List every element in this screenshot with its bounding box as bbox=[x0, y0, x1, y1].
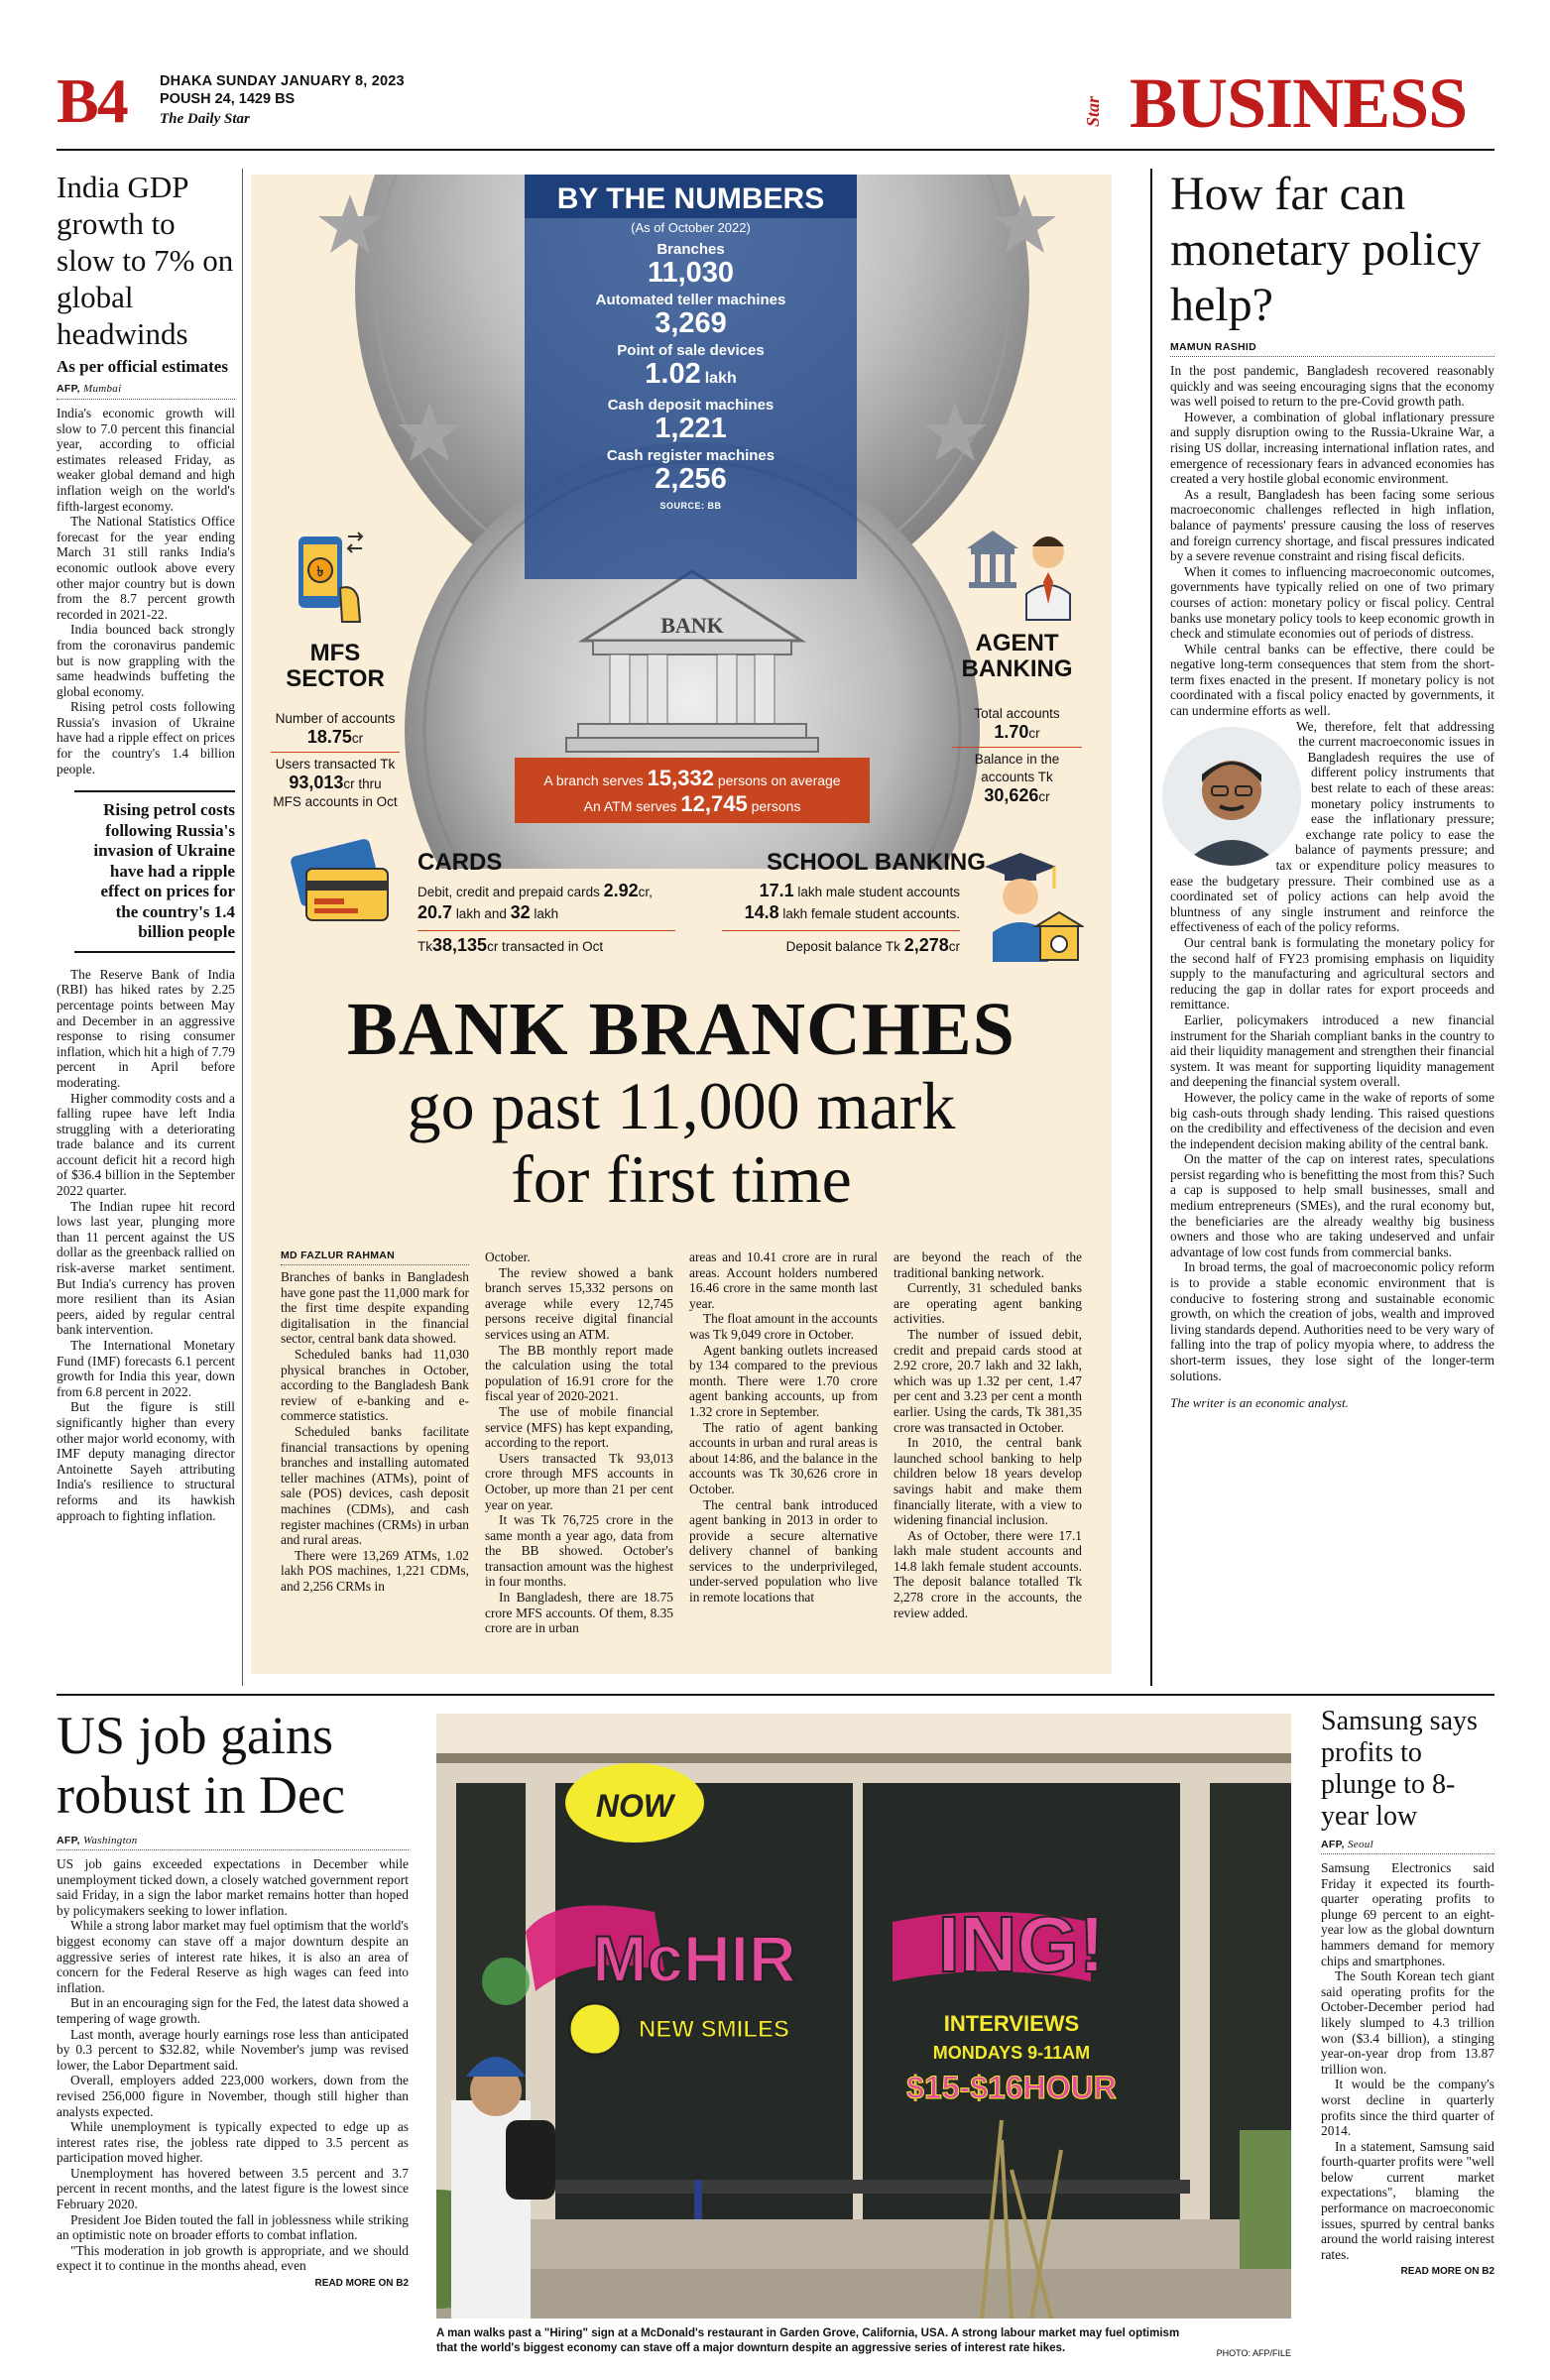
paragraph: The ratio of agent banking accounts in urban and rural areas is about 14:86, and the balance in the accounts was Tk 30,626 crore in October. bbox=[689, 1419, 878, 1496]
us-jobs-article bbox=[57, 1706, 409, 2289]
samsung-article bbox=[1321, 1706, 1494, 2277]
us-jobs-body bbox=[57, 1856, 409, 2274]
masthead bbox=[57, 63, 1494, 147]
india-pullquote: Rising petrol costs following Russia's invasion of Ukraine have had a ripple effect on prices for the country's 1.4 billion people bbox=[74, 790, 235, 953]
mobile-money-icon bbox=[291, 527, 370, 626]
agent-banking-stats: Total accounts 1.70cr Balance in the accounts Tk 30,626cr bbox=[930, 705, 1104, 806]
paragraph: The South Korean tech giant said operating profits for the October-December period had likely slumped to 4.3 trillion won ($3.4 billion), a stinging year-on-year drop from 13.87 trillion won. bbox=[1321, 1968, 1494, 2077]
paragraph: While unemployment is typically expected to edge up as interest rates rise, the jobless rate dipped to 3.5 percent as participation moved higher. bbox=[57, 2119, 409, 2166]
school-banking-title: SCHOOL BANKING bbox=[767, 849, 986, 876]
mfs-title: MFS SECTOR bbox=[286, 640, 385, 692]
section-rule bbox=[57, 1694, 1494, 1696]
storefront-photo bbox=[436, 1714, 1291, 2319]
numbers-title: BY THE NUMBERS bbox=[525, 175, 857, 218]
bank-headline-line3: for first time bbox=[511, 1141, 852, 1217]
paragraph: We, therefore, felt that addressing the current macroeconomic issues in Bangladesh requires the use of different policy instruments that best relate to each of these areas: monetary policy instruments to ease the inflationary pressure; exchange rate policy to ease the balance of payments pressure; and tax or expenditure policy measures to ease the budgetary pressure. Their combined use as a coordinated set of policy actions can help avoid the bluntness of any single instrument and reinforce the effectiveness of each of the policy reforms. bbox=[1170, 718, 1494, 935]
student-icon bbox=[975, 845, 1084, 964]
masthead-rule bbox=[57, 149, 1494, 151]
sign-ing: ING! bbox=[937, 1900, 1106, 1988]
stat-label: Branches bbox=[656, 241, 725, 258]
paragraph: But in an encouraging sign for the Fed, the latest data showed a tempering of wage growth. bbox=[57, 1995, 409, 2026]
monetary-body-2 bbox=[1170, 935, 1494, 1383]
bank-body-col-3 bbox=[689, 1250, 878, 1606]
paragraph: When it comes to influencing macroeconomic outcomes, governments have typically relied on one of two primary courses of action: monetary policy or fiscal policy. Central banks use monetary policy tools to keep economic growth in check and stimulate economies out of periods of distress. bbox=[1170, 563, 1494, 642]
monetary-article bbox=[1170, 167, 1494, 1411]
us-jobs-headline: US job gains robust in Dec bbox=[57, 1706, 345, 1825]
paragraph: The review showed a bank branch serves 15,332 persons on average while every 12,745 persons receive digital financial services using an ATM. bbox=[485, 1264, 673, 1342]
column-divider bbox=[1150, 169, 1152, 1686]
paragraph: Rising petrol costs following Russia's invasion of Ukraine have had a ripple effect on prices for the country's 1.4 billion people. bbox=[57, 699, 235, 776]
paragraph: The use of mobile financial service (MFS) has kept expanding, according to the report. bbox=[485, 1403, 673, 1451]
stat-item bbox=[525, 447, 857, 495]
coverage-band: A branch serves 15,332 persons on average An ATM serves 12,745 persons bbox=[515, 758, 870, 823]
agent-banker-icon bbox=[963, 517, 1082, 626]
writer-note: The writer is an economic analyst. bbox=[1170, 1395, 1349, 1411]
stat-value: 3,269 bbox=[655, 307, 727, 339]
cards-icon bbox=[289, 839, 398, 928]
paragraph: On the matter of the cap on interest rates, speculations persist regarding who is benefitting the most from this? Such a cap is supposed to help small businesses, small and medium entrepreneurs (SMEs), and the rural economy but, the beneficiaries are the already wealthy big business owners and those who are taking undeserved and unfair advantage of low cost funds from commercial banks. bbox=[1170, 1151, 1494, 1259]
paragraph: Unemployment has hovered between 3.5 percent and 3.7 percent in recent months, and the latest figure is the lowest since February 2020. bbox=[57, 2165, 409, 2212]
svg-text:৳: ৳ bbox=[316, 563, 324, 579]
cards-title: CARDS bbox=[417, 849, 503, 876]
paragraph: Scheduled banks facilitate financial transactions by opening branches and installing automated teller machines (ATMs), point of sale (POS) devices, cash deposit machines (CDMs), and cash register machines (CRMs) in urban and rural areas. bbox=[281, 1423, 469, 1548]
dateline: DHAKA SUNDAY JANUARY 8, 2023 bbox=[160, 73, 405, 89]
agent-banking-title: AGENT BANKING bbox=[961, 630, 1073, 682]
paragraph: The Indian rupee hit record lows last year, plunging more than 11 percent against the US dollar as the greenback rallied on risk-averse market sentiment. But India's currency has proven more resilient than its Asian peers, aided by regular central bank intervention. bbox=[57, 1198, 235, 1338]
paragraph: There were 13,269 ATMs, 1.02 lakh POS machines, 1,221 CDMs, and 2,256 CRMs in bbox=[281, 1547, 469, 1594]
india-byline: AFP, Mumbai bbox=[57, 383, 235, 400]
author-photo bbox=[1162, 727, 1301, 866]
photo-credit: PHOTO: AFP/FILE bbox=[1216, 2348, 1291, 2358]
coin-bank-text: BANK bbox=[660, 613, 724, 638]
paragraph: While central banks can be effective, there could be negative long-term consequences that stem from the short-term fixes enacted in the present. If monetary policy is not coordinated with a fiscal policy enacted by governments, it can undermine efforts as well. bbox=[1170, 641, 1494, 719]
paragraph: US job gains exceeded expectations in December while unemployment ticked down, a closely watched government report said Friday, in a sign the labor market remains hotter than hoped by policymakers seeking to lower inflation. bbox=[57, 1856, 409, 1918]
paragraph: The float amount in the accounts was Tk 9,049 crore in October. bbox=[689, 1311, 878, 1342]
paragraph: Currently, 31 scheduled banks are operating agent banking activities. bbox=[894, 1280, 1082, 1327]
paragraph: Last month, average hourly earnings rose less than anticipated by 0.3 percent to $32.82, while November's jump was revised lower, the Labor Department said. bbox=[57, 2026, 409, 2073]
samsung-headline: Samsung says profits to plunge to 8-year low bbox=[1321, 1706, 1478, 1832]
paragraph: In 2010, the central bank launched school banking to help children below 18 years develop savings habit and make them financially literate, with a view to widening financial inclusion. bbox=[894, 1435, 1082, 1528]
paragraph: As of October, there were 17.1 lakh male student accounts and 14.8 lakh female student accounts. The deposit balance totalled Tk 2,278 crore in the accounts, the review added. bbox=[894, 1527, 1082, 1620]
paragraph: are beyond the reach of the traditional banking network. bbox=[894, 1250, 1082, 1280]
paragraph: The Reserve Bank of India (RBI) has hiked rates by 2.25 percentage points between May and December in an aggressive response to rising consumer inflation, which hit a high of 7.79 percent in April before moderating. bbox=[57, 966, 236, 1090]
author-portrait-icon bbox=[1162, 727, 1301, 866]
cards-stats: Debit, credit and prepaid cards 2.92cr, 20.7 lakh and 32 lakh Tk38,135cr transacted in Oct bbox=[417, 881, 675, 957]
paragraph: India bounced back strongly from the coronavirus pandemic but is now grappling with the same headwinds buffeting the global economy. bbox=[57, 622, 235, 699]
stat-value: 1.02 lakh bbox=[645, 358, 737, 390]
paragraph: The number of issued debit, credit and prepaid cards stood at 2.92 crore, 20.7 lakh and 32 lakh, which was up 1.32 per cent, 1.47 per cent and 3.23 per cent a month earlier. Using the cards, Tk 381,35 crore was transacted in October. bbox=[894, 1326, 1082, 1435]
india-subhead: As per official estimates bbox=[57, 357, 228, 376]
paragraph: However, the policy came in the wake of reports of some big cash-outs through shady lending. This raised questions on the credibility and effectiveness of the decision and even the independent decision making ability of the central bank. bbox=[1170, 1089, 1494, 1151]
sign-mondays: MONDAYS 9-11AM bbox=[932, 2043, 1091, 2063]
paragraph: It would be the company's worst decline in quarterly profits since the third quarter of 2014. bbox=[1321, 2077, 1494, 2139]
photo-caption: A man walks past a "Hiring" sign at a McDonald's restaurant in Garden Grove, California, USA. A strong labour market may fuel optimism that the world's biggest economy can stave off a major downturn despite an aggressive series of interest rate hikes. bbox=[436, 2327, 1180, 2354]
paragraph: The BB monthly report made the calculation using the total population of 16.91 crore for the fiscal year of 2020-2021. bbox=[485, 1342, 673, 1404]
paragraph: Samsung Electronics said Friday it expected its fourth-quarter operating profits to plunge 69 percent to an eight-year low as the global downturn hammers demand for memory chips and smartphones. bbox=[1321, 1860, 1494, 1968]
paragraph: The National Statistics Office forecast for the year ending March 31 still ranks India's economic outlook above every other major country but is down from the 8.7 percent growth recorded in 2021-22. bbox=[57, 514, 235, 622]
paragraph: Overall, employers added 223,000 workers, down from the revised 256,000 figure in November, though still higher than analysts expected. bbox=[57, 2073, 409, 2119]
bank-body-col-4 bbox=[894, 1250, 1082, 1620]
monetary-body bbox=[1170, 363, 1494, 719]
dateline-bs: POUSH 24, 1429 BS bbox=[160, 91, 296, 107]
read-more-link[interactable]: READ MORE ON B2 bbox=[314, 2278, 409, 2290]
stat-value: 2,256 bbox=[655, 463, 727, 495]
star-logo: Star bbox=[1083, 95, 1103, 127]
paragraph: In broad terms, the goal of macroeconomic policy reform is to provide a stable economic environment that is conducive to fostering strong and sustainable economic growth, on which the creation of jobs, wealth and improved living standards depend. Authorities need to be very wary of falling into the trap of policy myopia where, to address the short-term issues, they lose sight of the longer-term solutions. bbox=[1170, 1259, 1494, 1383]
read-more-link[interactable]: READ MORE ON B2 bbox=[1400, 2266, 1494, 2278]
us-jobs-byline: AFP, Washington bbox=[57, 1835, 409, 1850]
stat-value: 11,030 bbox=[647, 257, 735, 289]
paragraph: India's economic growth will slow to 7.0 percent this financial year, according to official estimates released Friday, as weaker global demand and high inflation weigh on the world's fifth-largest economy. bbox=[57, 406, 235, 514]
paragraph: Agent banking outlets increased by 134 compared to the previous month. There were 1.70 crore agent banking accounts, up from 1.32 crore in September. bbox=[689, 1342, 878, 1419]
paragraph: Scheduled banks had 11,030 physical branches in October, according to the Bangladesh Bank review of e-banking and e-commerce statistics. bbox=[281, 1346, 469, 1424]
paragraph: Our central bank is formulating the monetary policy for the second half of FY23 promising emphasis on liquidity supply to the manufacturing and agricultural sectors and reducing the gap in dollar rates for export proceeds and remittance. bbox=[1170, 934, 1494, 1012]
stat-item bbox=[525, 342, 857, 394]
bank-byline: MD FAZLUR RAHMAN bbox=[281, 1250, 469, 1265]
paragraph: However, a combination of global inflationary pressure and supply disruption owing to the Russia-Ukraine War, a rising US dollar, increasing international inflation rates, and emergence of recessionary fears in advanced economies has created a very hostile global economic environment. bbox=[1170, 409, 1494, 487]
paragraph: As a result, Bangladesh has been facing some serious macroeconomic challenges reflected in high inflation, balance of payments' pressure causing the loss of reserves and foreign currency shortage, and fiscal pressures indicated by a severe revenue constraint and rising fiscal deficits. bbox=[1170, 486, 1494, 564]
bank-headline bbox=[251, 990, 1112, 1216]
paragraph: The central bank introduced agent banking in 2013 in order to provide a secure alternative delivery channel of banking services to the underprivileged, under-served population who live in remote locations that bbox=[689, 1496, 878, 1606]
page-code: B4 bbox=[57, 65, 127, 136]
bank-headline-line2: go past 11,000 mark bbox=[407, 1068, 956, 1143]
stat-label: Point of sale devices bbox=[617, 342, 765, 359]
bank-headline-line1: BANK BRANCHES bbox=[347, 988, 1015, 1071]
india-article bbox=[57, 169, 235, 1523]
paragraph: "This moderation in job growth is appropriate, and we should expect it to continue in the months ahead, even bbox=[57, 2242, 409, 2274]
paragraph: Earlier, policymakers introduced a new financial instrument for the Shariah compliant banks in the country to aid their liquidity management and strengthen their financial system. It was meant for supporting liquidity management and deepening the financial system overall. bbox=[1170, 1012, 1494, 1090]
sign-interviews: INTERVIEWS bbox=[943, 2011, 1080, 2036]
bank-body-col-2 bbox=[485, 1250, 673, 1636]
stat-item bbox=[525, 292, 857, 339]
stat-value: 1,221 bbox=[655, 413, 727, 444]
stat-item bbox=[525, 241, 857, 289]
paragraph: In a statement, Samsung said fourth-quarter profits were "well below current market expectations", blaming the performance on macroeconomic issues, spurred by central banks around the world raising interest rates. bbox=[1321, 2138, 1494, 2262]
monetary-byline: MAMUN RASHID bbox=[1170, 341, 1494, 357]
infographic bbox=[251, 175, 1112, 1674]
sign-mchir: McHIR bbox=[592, 1922, 796, 1995]
section-title: BUSINESS bbox=[1130, 63, 1468, 143]
india-headline: India GDP growth to slow to 7% on global headwinds bbox=[57, 170, 234, 351]
samsung-body bbox=[1321, 1860, 1494, 2262]
paragraph: Branches of banks in Bangladesh have gone past the 11,000 mark for the first time despite expanding digitalisation in the financial sector, central bank data showed. bbox=[281, 1269, 469, 1347]
paragraph: October. bbox=[485, 1250, 531, 1264]
sign-pay: $15-$16HOUR bbox=[906, 2070, 1117, 2105]
paragraph: Users transacted Tk 93,013 crore through MFS accounts in October, up more than 21 per cent year on year. bbox=[485, 1450, 673, 1512]
stat-label: Cash deposit machines bbox=[607, 397, 775, 414]
stats-list bbox=[525, 241, 857, 495]
numbers-subtitle: (As of October 2022) bbox=[631, 220, 751, 235]
india-body-2 bbox=[57, 967, 235, 1523]
paragraph: President Joe Biden touted the fall in joblessness while striking an optimistic note on broader efforts to combat inflation. bbox=[57, 2211, 409, 2243]
stat-item bbox=[525, 397, 857, 444]
monetary-headline: How far can monetary policy help? bbox=[1170, 168, 1482, 331]
stat-label: Automated teller machines bbox=[595, 292, 786, 308]
paragraph: The International Monetary Fund (IMF) forecasts 6.1 percent growth for India this year, down from 6.8 percent in 2022. bbox=[57, 1338, 235, 1399]
column-divider bbox=[242, 169, 243, 1686]
paragraph: While a strong labor market may fuel optimism that the world's biggest economy can stave off a major downturn despite an aggressive series of interest rate hikes, it is also an area of concern for the Federal Reserve as high wages can feed into inflation. bbox=[57, 1918, 409, 1995]
paragraph: In the post pandemic, Bangladesh recovered reasonably quickly and was seeing encouraging signs that the economy was well poised to return to the pre-Covid growth path. bbox=[1170, 363, 1494, 410]
stat-label: Cash register machines bbox=[606, 447, 775, 464]
mfs-stats: Number of accounts 18.75cr Users transacted Tk 93,013cr thru MFS accounts in Oct bbox=[251, 710, 419, 811]
hiring-photo bbox=[436, 1714, 1291, 2319]
paragraph: areas and 10.41 crore are in rural areas. Account holders numbered 16.46 crore in the same month last year. bbox=[689, 1250, 878, 1311]
school-banking-stats: 17.1 lakh male student accounts 14.8 lakh female student accounts. Deposit balance Tk 2,278cr bbox=[722, 881, 960, 957]
samsung-byline: AFP, Seoul bbox=[1321, 1839, 1494, 1854]
paragraph: But the figure is still significantly higher than every other major world economy, with IMF deputy managing director Antoinette Sayeh attributing India's resilience to structural reforms and its hawkish approach to fighting inflation. bbox=[57, 1399, 235, 1523]
paper-name: The Daily Star bbox=[160, 111, 250, 127]
india-body bbox=[57, 406, 235, 776]
numbers-source: SOURCE: BB bbox=[659, 501, 722, 511]
by-the-numbers-panel bbox=[525, 175, 857, 579]
paragraph: In Bangladesh, there are 18.75 crore MFS accounts. Of them, 8.35 crore are in urban bbox=[485, 1590, 673, 1636]
paragraph: Higher commodity costs and a falling rupee have left India struggling with a deteriorating trade balance and its current account deficit hit a record high of $36.4 billion in the September 2022 quarter. bbox=[57, 1090, 235, 1199]
sign-new-smiles: NEW SMILES bbox=[638, 2016, 790, 2043]
bank-body-col-1 bbox=[281, 1269, 469, 1594]
paragraph: It was Tk 76,725 crore in the same month a year ago, data from the BB showed. October's transaction amount was the highest in four months. bbox=[485, 1512, 673, 1590]
sign-now: NOW bbox=[595, 1788, 674, 1824]
